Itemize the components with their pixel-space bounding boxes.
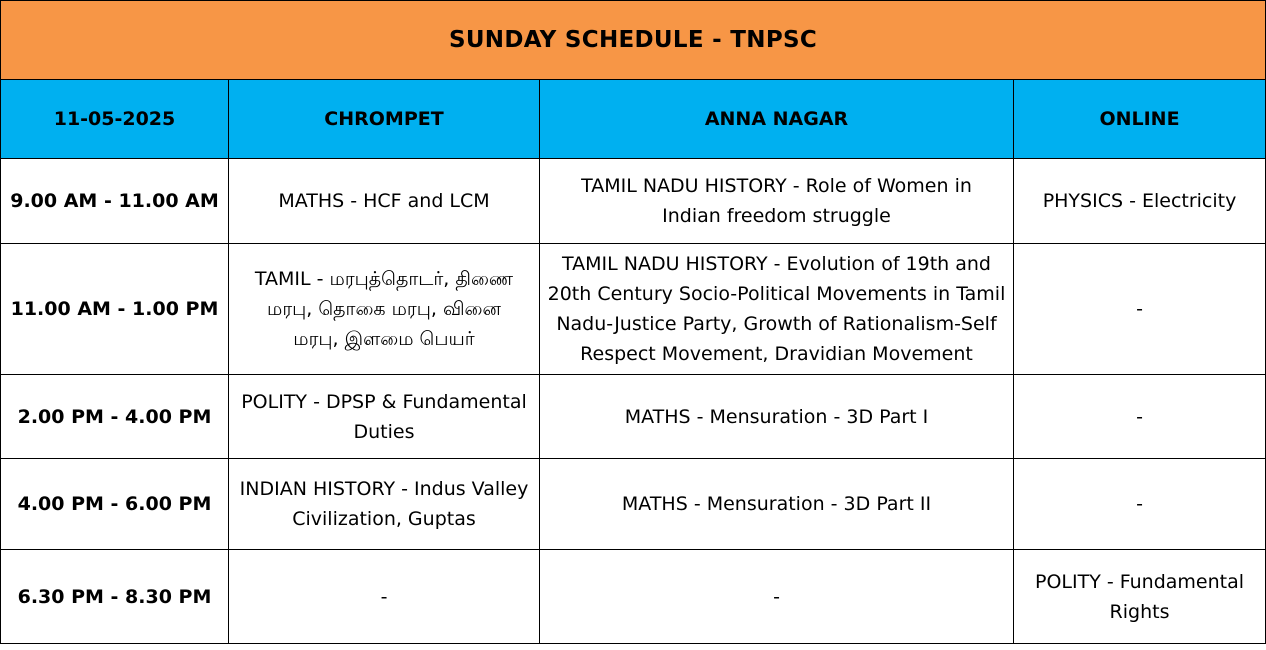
time-cell: 6.30 PM - 8.30 PM	[1, 550, 229, 644]
schedule-title: SUNDAY SCHEDULE - TNPSC	[1, 1, 1266, 80]
table-row	[1, 244, 1266, 375]
online-cell: -	[1014, 244, 1266, 375]
table-row	[1, 459, 1266, 550]
anna-nagar-cell: -	[540, 550, 1014, 644]
online-cell: PHYSICS - Electricity	[1014, 159, 1266, 244]
header-chrompet: CHROMPET	[229, 80, 540, 159]
header-date: 11-05-2025	[1, 80, 229, 159]
table-row	[1, 375, 1266, 459]
anna-nagar-cell: TAMIL NADU HISTORY - Evolution of 19th and 20th Century Socio-Political Movements in Tamil Nadu-Justice Party, Growth of Rationalism-Self Respect Movement, Dravidian Movement	[540, 244, 1014, 375]
time-cell: 2.00 PM - 4.00 PM	[1, 375, 229, 459]
time-cell: 9.00 AM - 11.00 AM	[1, 159, 229, 244]
anna-nagar-cell: MATHS - Mensuration - 3D Part I	[540, 375, 1014, 459]
chrompet-cell: -	[229, 550, 540, 644]
time-cell: 4.00 PM - 6.00 PM	[1, 459, 229, 550]
table-row	[1, 159, 1266, 244]
online-cell: -	[1014, 375, 1266, 459]
chrompet-cell: POLITY - DPSP & Fundamental Duties	[229, 375, 540, 459]
table-row	[1, 550, 1266, 644]
time-cell: 11.00 AM - 1.00 PM	[1, 244, 229, 375]
online-cell: -	[1014, 459, 1266, 550]
header-anna-nagar: ANNA NAGAR	[540, 80, 1014, 159]
anna-nagar-cell: MATHS - Mensuration - 3D Part II	[540, 459, 1014, 550]
anna-nagar-cell: TAMIL NADU HISTORY - Role of Women in Indian freedom struggle	[540, 159, 1014, 244]
chrompet-cell: MATHS - HCF and LCM	[229, 159, 540, 244]
header-online: ONLINE	[1014, 80, 1266, 159]
online-cell: POLITY - Fundamental Rights	[1014, 550, 1266, 644]
chrompet-cell: INDIAN HISTORY - Indus Valley Civilization, Guptas	[229, 459, 540, 550]
chrompet-cell: TAMIL - மரபுத்தொடர், திணை மரபு, தொகை மரபு, வினை மரபு, இளமை பெயர்	[229, 244, 540, 375]
